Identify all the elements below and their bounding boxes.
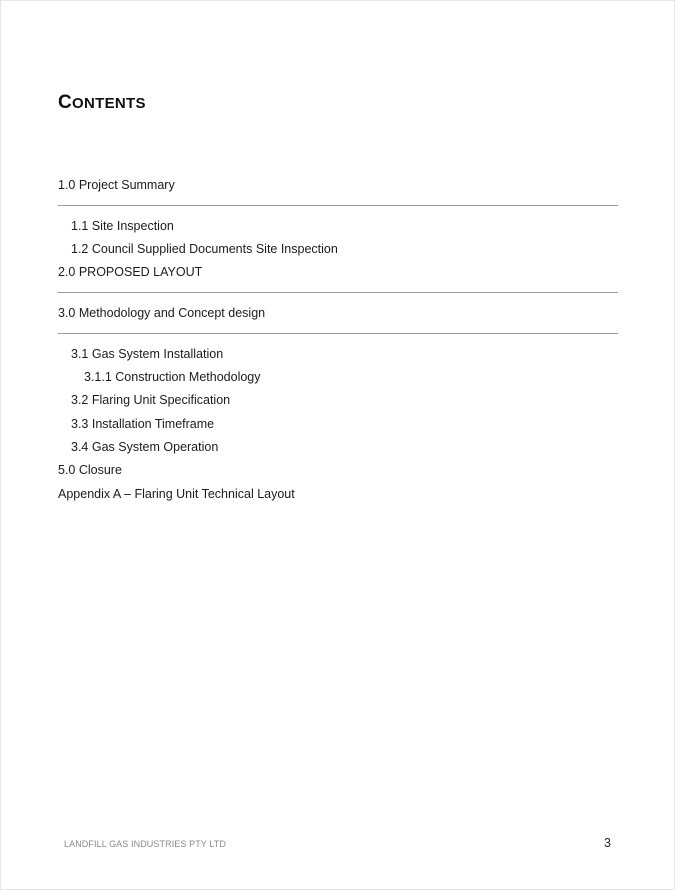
toc-entry-appendix-a[interactable]: Appendix A – Flaring Unit Technical Layout <box>58 487 295 501</box>
toc-entry-3-0[interactable]: 3.0 Methodology and Concept design <box>58 306 266 320</box>
toc-divider <box>58 292 618 293</box>
toc-entry-1-0[interactable]: 1.0 Project Summary <box>58 178 175 192</box>
page-title <box>58 92 146 114</box>
toc-divider <box>58 205 618 206</box>
toc-entry-5-0[interactable]: 5.0 Closure <box>58 463 122 477</box>
toc-divider <box>58 333 618 334</box>
toc-entry-3-3[interactable]: 3.3 Installation Timeframe <box>71 417 215 431</box>
toc-entry-3-1-1[interactable]: 3.1.1 Construction Methodology <box>84 370 261 384</box>
toc-entry-3-4[interactable]: 3.4 Gas System Operation <box>71 440 219 454</box>
page-title-rest: ONTENTS <box>72 95 146 112</box>
toc-entry-3-1[interactable]: 3.1 Gas System Installation <box>71 347 224 361</box>
toc-entry-2-0[interactable]: 2.0 PROPOSED LAYOUT <box>58 265 203 279</box>
toc-entry-1-2[interactable]: 1.2 Council Supplied Documents Site Inspection <box>71 242 338 256</box>
toc-entry-1-1[interactable]: 1.1 Site Inspection <box>71 219 174 233</box>
footer-company-name: LANDFILL GAS INDUSTRIES PTY LTD <box>64 839 226 849</box>
page-number: 3 <box>604 836 611 850</box>
toc-entry-3-2[interactable]: 3.2 Flaring Unit Specification <box>71 393 231 407</box>
page-title-initial: C <box>58 92 73 113</box>
